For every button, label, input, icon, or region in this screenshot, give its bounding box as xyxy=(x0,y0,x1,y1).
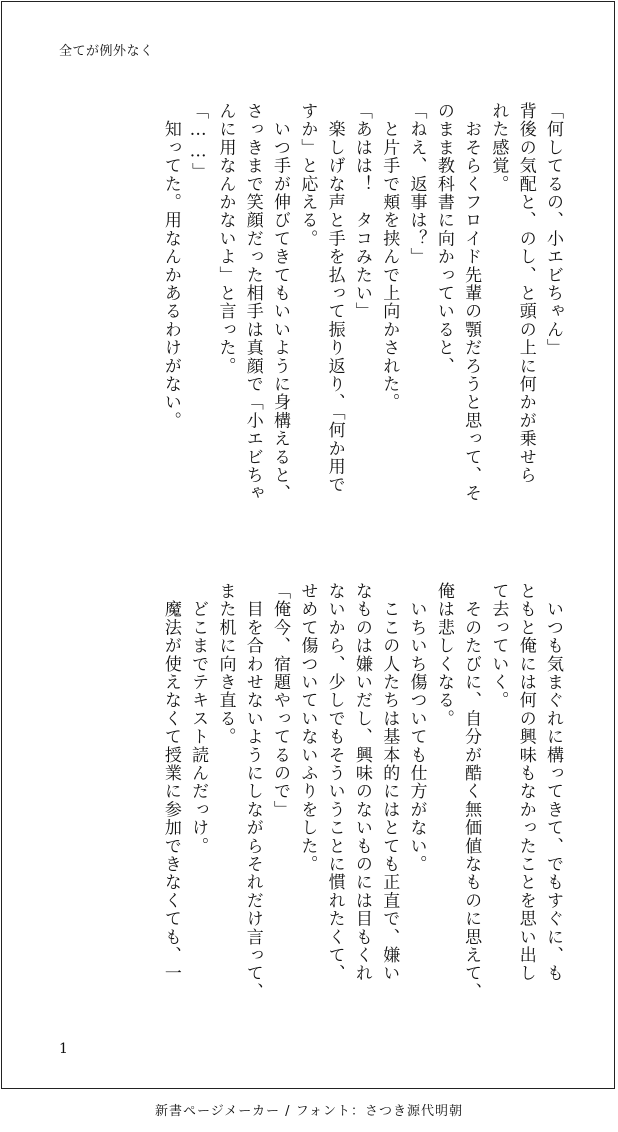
text-line: そのたびに、自分が酷く無価値なものに思えて、 xyxy=(461,582,482,1001)
text-line: 「……」 xyxy=(188,102,209,181)
text-line: て去っていく。 xyxy=(488,582,509,710)
text-line: 魔法が使えなくて授業に参加できなくても、一 xyxy=(160,582,181,983)
text-line: いちいち傷ついても仕方がない。 xyxy=(406,582,427,874)
text-line: おそらくフロイド先輩の顎だろうと思って、そ xyxy=(461,102,482,503)
text-line: いつ手が伸びてきてもいいように身構えると、 xyxy=(270,102,291,503)
text-line: なものは嫌いだし、興味のないものには目もくれ xyxy=(351,582,372,983)
text-line: 「ねえ、返事は？」 xyxy=(406,102,427,266)
text-line: さっきまで笑顔だった相手は真顔で「小エビちゃ xyxy=(242,102,263,503)
page-number: 1 xyxy=(59,1041,68,1057)
text-line: んに用なんかないよ」と言った。 xyxy=(215,102,236,375)
running-head: 全てが例外なく xyxy=(59,44,154,59)
text-line: どこまでテキスト読んだっけ。 xyxy=(188,582,209,855)
text-line: ないから、少しでもそういうことに慣れたくて、 xyxy=(324,582,345,983)
text-line: 「あはは！ タコみたい」 xyxy=(351,102,372,321)
page-frame xyxy=(1,1,615,1089)
text-line: れた感覚。 xyxy=(488,102,509,193)
text-line: 目を合わせないようにしながらそれだけ言って、 xyxy=(242,582,263,1001)
text-line: 俺は悲しくなる。 xyxy=(433,582,454,728)
text-line: と片手で頬を挟んで上向かされた。 xyxy=(379,102,400,412)
text-line: 背後の気配と、のし、と頭の上に何かが乗せら xyxy=(515,102,536,485)
text-block-top xyxy=(46,102,566,542)
text-line: 楽しげな声と手を払って振り返り、「何か用で xyxy=(324,102,345,494)
text-line: いつも気まぐれに構ってきて、でもすぐに、も xyxy=(543,582,563,983)
text-line: 知ってた。用なんかあるわけがない。 xyxy=(160,102,181,430)
text-line: 「俺今、宿題やってるので」 xyxy=(270,582,291,819)
text-line: せめて傷ついていないふりをした。 xyxy=(297,582,318,874)
footer-credit: 新書ページメーカー / フォント：さつき源代明朝 xyxy=(154,1104,464,1119)
text-line: 「何してるの、小エビちゃん」 xyxy=(543,102,563,357)
text-line: また机に向き直る。 xyxy=(215,582,236,746)
text-line: ここの人たちは基本的にはとても正直で、嫌い xyxy=(379,582,400,983)
text-block-bottom xyxy=(46,582,566,1012)
text-line: すか」と応える。 xyxy=(297,102,318,248)
text-line: ともと俺には何の興味もなかったことを思い出し xyxy=(515,582,536,983)
text-line: のまま教科書に向かっていると、 xyxy=(433,102,454,375)
